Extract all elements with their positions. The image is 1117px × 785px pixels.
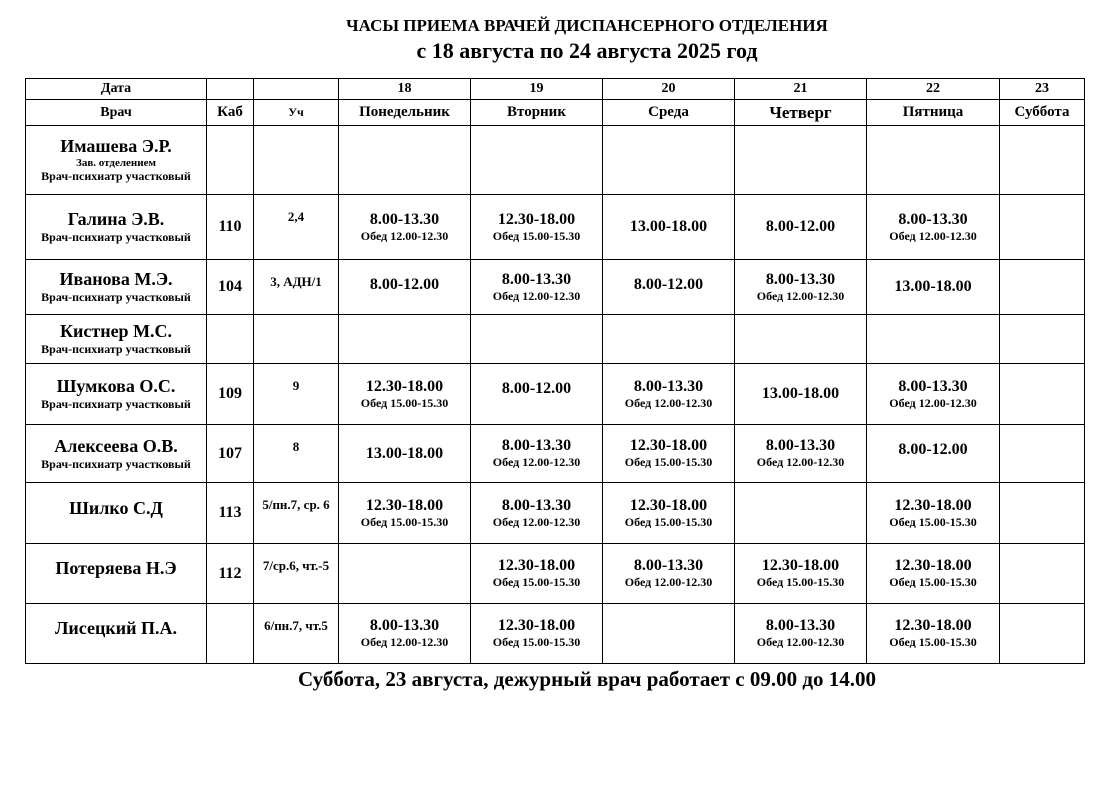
schedule-cell — [867, 315, 1000, 364]
doctor-name: Кистнер М.С. — [59, 321, 173, 341]
work-hours: 12.30-18.00 — [894, 557, 972, 574]
work-hours: 8.00-12.00 — [501, 380, 572, 397]
schedule-cell — [735, 483, 867, 544]
schedule-cell — [867, 483, 1000, 544]
lunch-break: Обед 15.00-15.30 — [624, 514, 713, 529]
doctor-header: Врач — [26, 100, 207, 126]
lunch-break: Обед 12.00-12.30 — [492, 288, 581, 303]
cabinet-cell: 112 — [207, 544, 254, 604]
schedule-cell — [735, 425, 867, 483]
doctor-row — [26, 604, 1085, 664]
schedule-cell — [603, 544, 735, 604]
schedule-cell — [1000, 483, 1085, 544]
schedule-cell — [1000, 364, 1085, 425]
district-cell: 6/пн.7, чт.5 — [254, 604, 339, 664]
doctor-role: Врач-психиатр участковый — [41, 290, 191, 304]
lunch-break: Обед 15.00-15.30 — [492, 635, 581, 649]
day-header: Среда — [603, 100, 735, 126]
cabinet-cell — [207, 126, 254, 195]
schedule-cell — [1000, 425, 1085, 483]
district-cell: 8 — [254, 425, 339, 483]
date-cell: 18 — [339, 79, 471, 100]
page-title: ЧАСЫ ПРИЕМА ВРАЧЕЙ ДИСПАНСЕРНОГО ОТДЕЛЕНИЯ — [346, 16, 828, 35]
page-subtitle: с 18 августа по 24 августа 2025 год — [416, 38, 758, 63]
doctor-cell — [26, 315, 207, 364]
schedule-cell — [471, 425, 603, 483]
day-header: Вторник — [471, 100, 603, 126]
doctor-row — [26, 483, 1085, 544]
district-cell: 9 — [254, 364, 339, 425]
doctor-cell — [26, 126, 207, 195]
cabinet-cell: 107 — [207, 425, 254, 483]
lunch-break: Обед 15.00-15.30 — [889, 635, 977, 649]
schedule-cell — [735, 544, 867, 604]
day-header: Суббота — [1000, 100, 1085, 126]
schedule-cell — [603, 126, 735, 195]
work-hours: 8.00-13.30 — [501, 270, 572, 288]
work-hours: 8.00-13.30 — [765, 270, 836, 288]
schedule-cell — [735, 364, 867, 425]
district-cell: 5/пн.7, ср. 6 — [254, 483, 339, 544]
day-header-row — [26, 100, 1085, 126]
schedule-cell — [339, 483, 471, 544]
doctor-name: Потеряева Н.Э — [55, 558, 177, 578]
work-hours: 12.30-18.00 — [629, 496, 708, 514]
schedule-cell — [867, 260, 1000, 315]
lunch-break: Обед 12.00-12.30 — [889, 228, 977, 243]
district-cell: 7/ср.6, чт.-5 — [254, 544, 339, 604]
schedule-cell — [339, 425, 471, 483]
lunch-break: Обед 15.00-15.30 — [492, 575, 581, 589]
doctor-row — [26, 544, 1085, 604]
work-hours: 13.00-18.00 — [629, 218, 708, 235]
schedule-cell — [339, 364, 471, 425]
schedule-cell — [471, 544, 603, 604]
lunch-break: Обед 12.00-12.30 — [360, 635, 449, 649]
doctor-position: Зав. отделением — [76, 157, 156, 169]
cabinet-cell: 109 — [207, 364, 254, 425]
schedule-cell — [339, 126, 471, 195]
schedule-cell — [471, 195, 603, 260]
work-hours: 12.30-18.00 — [497, 557, 576, 574]
lunch-break: Обед 15.00-15.30 — [492, 228, 581, 243]
schedule-cell — [867, 425, 1000, 483]
schedule-cell — [603, 195, 735, 260]
lunch-break: Обед 15.00-15.30 — [889, 514, 977, 529]
date-header-row — [26, 79, 1085, 100]
work-hours: 8.00-13.30 — [765, 617, 836, 634]
lunch-break: Обед 15.00-15.30 — [889, 575, 977, 589]
work-hours: 8.00-13.30 — [501, 437, 572, 454]
doctor-role: Врач-психиатр участковый — [41, 230, 191, 244]
lunch-break: Обед 12.00-12.30 — [492, 514, 581, 529]
lunch-break: Обед 15.00-15.30 — [756, 575, 845, 589]
district-cell: 2,4 — [254, 195, 339, 260]
work-hours: 12.30-18.00 — [761, 557, 840, 574]
schedule-cell — [867, 544, 1000, 604]
work-hours: 12.30-18.00 — [894, 617, 972, 634]
doctor-name: Шумкова О.С. — [56, 376, 176, 396]
district-cell — [254, 315, 339, 364]
schedule-cell — [471, 604, 603, 664]
lunch-break: Обед 12.00-12.30 — [756, 635, 845, 649]
schedule-cell — [603, 483, 735, 544]
schedule-cell — [1000, 260, 1085, 315]
cabinet-cell: 113 — [207, 483, 254, 544]
schedule-cell — [1000, 195, 1085, 260]
district-cell: 3, АДН/1 — [254, 260, 339, 315]
work-hours: 12.30-18.00 — [497, 617, 576, 634]
work-hours: 13.00-18.00 — [894, 278, 972, 295]
work-hours: 8.00-13.30 — [765, 437, 836, 454]
work-hours: 12.30-18.00 — [629, 437, 708, 454]
doctor-row — [26, 425, 1085, 483]
lunch-break: Обед 15.00-15.30 — [624, 455, 713, 469]
lunch-break: Обед 12.00-12.30 — [756, 455, 845, 469]
lunch-break: Обед 12.00-12.30 — [756, 288, 845, 303]
footer-note: Суббота, 23 августа, дежурный врач работает с 09.00 до 14.00 — [297, 667, 876, 691]
doctor-name: Шилко С.Д — [69, 497, 163, 518]
date-cell: 19 — [471, 79, 603, 100]
doctor-row — [26, 195, 1085, 260]
work-hours: 8.00-13.30 — [369, 210, 440, 228]
work-hours: 8.00-13.30 — [633, 377, 704, 395]
schedule-table — [25, 78, 1085, 664]
doctor-cell — [26, 195, 207, 260]
work-hours: 8.00-12.00 — [369, 276, 440, 293]
doctor-role: Врач-психиатр участковый — [41, 397, 191, 411]
doctor-cell — [26, 604, 207, 664]
lunch-break: Обед 15.00-15.30 — [360, 395, 449, 410]
doctor-role: Врач-психиатр участковый — [41, 169, 191, 183]
cabinet-cell: 104 — [207, 260, 254, 315]
schedule-cell — [603, 315, 735, 364]
date-cell: 23 — [1000, 79, 1085, 100]
uch-header: Уч — [254, 100, 339, 126]
day-header: Понедельник — [339, 100, 471, 126]
lunch-break: Обед 12.00-12.30 — [360, 228, 449, 243]
date-cell: 22 — [867, 79, 1000, 100]
schedule-cell — [339, 544, 471, 604]
schedule-cell — [603, 260, 735, 315]
work-hours: 8.00-13.30 — [633, 557, 704, 574]
cabinet-cell: 110 — [207, 195, 254, 260]
doctor-role: Врач-психиатр участковый — [41, 342, 191, 356]
lunch-break: Обед 12.00-12.30 — [492, 455, 581, 469]
lunch-break: Обед 15.00-15.30 — [360, 514, 449, 529]
doctor-cell — [26, 483, 207, 544]
doctor-row — [26, 126, 1085, 195]
doctor-cell — [26, 425, 207, 483]
schedule-cell — [867, 364, 1000, 425]
schedule-cell — [339, 315, 471, 364]
doctor-name: Галина Э.В. — [67, 209, 165, 229]
work-hours: 13.00-18.00 — [761, 385, 840, 402]
schedule-cell — [603, 604, 735, 664]
doctor-name: Лисецкий П.А. — [55, 618, 177, 638]
cabinet-cell — [207, 604, 254, 664]
schedule-cell — [735, 195, 867, 260]
schedule-cell — [471, 260, 603, 315]
date-cell: 20 — [603, 79, 735, 100]
schedule-cell — [735, 260, 867, 315]
schedule-cell — [471, 315, 603, 364]
work-hours: 8.00-13.30 — [369, 617, 440, 634]
doctor-cell — [26, 544, 207, 604]
schedule-cell — [867, 195, 1000, 260]
schedule-cell — [603, 425, 735, 483]
schedule-cell — [603, 364, 735, 425]
district-cell — [254, 126, 339, 195]
work-hours: 8.00-12.00 — [633, 276, 704, 293]
schedule-cell — [867, 126, 1000, 195]
schedule-cell — [471, 364, 603, 425]
schedule-cell — [339, 260, 471, 315]
doctor-name: Иванова М.Э. — [59, 269, 173, 289]
cab-header: Каб — [207, 100, 254, 126]
day-header: Пятница — [867, 100, 1000, 126]
work-hours: 12.30-18.00 — [894, 496, 972, 514]
schedule-cell — [1000, 126, 1085, 195]
doctor-row — [26, 315, 1085, 364]
schedule-cell — [735, 604, 867, 664]
doctor-name: Алексеева О.В. — [54, 435, 178, 456]
lunch-break: Обед 12.00-12.30 — [889, 395, 977, 410]
day-header: Четверг — [735, 100, 867, 126]
schedule-cell — [471, 126, 603, 195]
schedule-cell — [1000, 544, 1085, 604]
date-label: Дата — [26, 79, 207, 100]
doctor-row — [26, 260, 1085, 315]
work-hours: 8.00-12.00 — [765, 218, 836, 235]
schedule-cell — [867, 604, 1000, 664]
schedule-cell — [339, 195, 471, 260]
work-hours: 12.30-18.00 — [497, 210, 576, 228]
work-hours: 8.00-13.30 — [501, 496, 572, 514]
cabinet-cell — [207, 315, 254, 364]
schedule-cell — [471, 483, 603, 544]
schedule-cell — [1000, 315, 1085, 364]
schedule-cell — [339, 604, 471, 664]
work-hours: 12.30-18.00 — [365, 496, 444, 514]
work-hours: 8.00-12.00 — [898, 441, 968, 458]
doctor-name: Имашева Э.Р. — [60, 136, 172, 156]
work-hours: 13.00-18.00 — [365, 444, 444, 462]
work-hours: 8.00-13.30 — [898, 210, 968, 228]
doctor-role: Врач-психиатр участковый — [41, 456, 191, 471]
doctor-row — [26, 364, 1085, 425]
date-cell: 21 — [735, 79, 867, 100]
lunch-break: Обед 12.00-12.30 — [624, 575, 713, 589]
schedule-cell — [735, 126, 867, 195]
schedule-cell — [735, 315, 867, 364]
lunch-break: Обед 12.00-12.30 — [624, 395, 713, 410]
work-hours: 12.30-18.00 — [365, 377, 444, 395]
doctor-cell — [26, 260, 207, 315]
work-hours: 8.00-13.30 — [898, 377, 968, 395]
schedule-cell — [1000, 604, 1085, 664]
doctor-cell — [26, 364, 207, 425]
